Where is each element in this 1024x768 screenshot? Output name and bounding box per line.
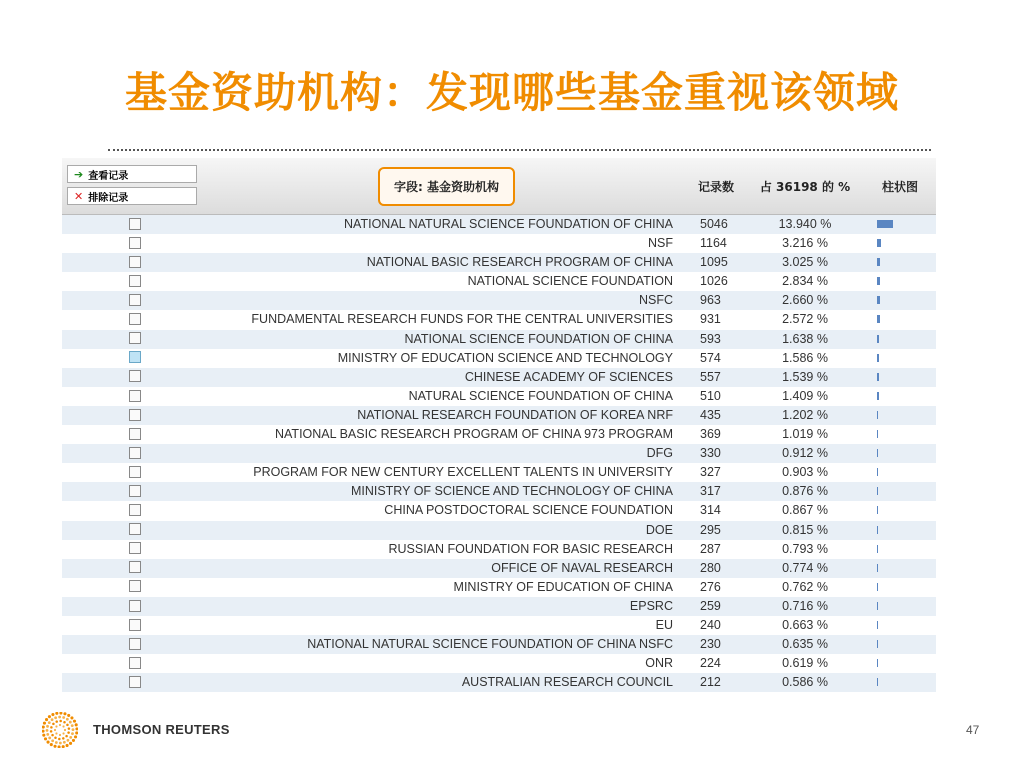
table-row [62,425,936,444]
row-checkbox-cell [62,540,207,559]
row-checkbox[interactable] [129,370,141,382]
bar-cell [864,521,936,540]
row-checkbox[interactable] [129,409,141,421]
record-percent: 0.876 % [782,484,828,499]
record-count: 557 [700,369,721,384]
row-checkbox-cell [62,501,207,520]
row-checkbox-cell [62,673,207,692]
share-bar [877,487,878,495]
row-checkbox-cell [62,310,207,329]
row-checkbox[interactable] [129,218,141,230]
funding-agency-name: PROGRAM FOR NEW CENTURY EXCELLENT TALENTS IN UNIVERSITY [253,465,673,480]
exclude-records-label: 排除记录 [88,192,129,204]
record-count: 1164 [700,236,727,251]
bar-cell [864,673,936,692]
row-checkbox-cell [62,635,207,654]
row-checkbox[interactable] [129,332,141,344]
table-row [62,559,936,578]
table-row [62,291,936,310]
record-percent: 0.867 % [782,503,828,518]
row-checkbox-cell [62,654,207,673]
record-count: 314 [700,503,721,518]
record-percent: 1.409 % [782,388,828,403]
funding-agency-name: DOE [645,522,673,537]
share-bar [877,526,878,534]
record-percent: 0.903 % [782,465,828,480]
bar-cell [864,330,936,349]
share-bar [877,449,878,457]
table-row [62,330,936,349]
bar-cell [864,349,936,368]
record-percent: 0.586 % [782,675,828,690]
record-percent: 0.619 % [782,656,828,671]
share-bar [877,335,879,343]
record-percent: 3.216 % [782,236,828,251]
funding-agency-name: MINISTRY OF EDUCATION OF CHINA [453,579,673,594]
table-row [62,368,936,387]
share-bar [877,392,879,400]
funding-agency-name: NATIONAL NATURAL SCIENCE FOUNDATION OF CHINA [344,217,673,231]
funding-agency-name: CHINA POSTDOCTORAL SCIENCE FOUNDATION [384,503,673,518]
record-percent: 0.774 % [782,560,828,575]
bar-cell [864,272,936,291]
row-checkbox-cell [62,482,207,501]
share-bar [877,277,880,285]
share-bar [877,545,878,553]
share-bar [877,678,878,686]
share-bar [877,373,879,381]
row-checkbox[interactable] [129,619,141,631]
record-percent: 3.025 % [782,255,828,270]
row-checkbox[interactable] [129,542,141,554]
bar-cell [864,501,936,520]
table-row [62,635,936,654]
table-row [62,349,936,368]
funding-agency-name: NATURAL SCIENCE FOUNDATION OF CHINA [408,388,673,403]
row-checkbox-cell [62,463,207,482]
bar-cell [864,635,936,654]
bar-cell [864,578,936,597]
record-percent: 0.663 % [782,617,828,632]
record-count: 212 [700,675,721,690]
record-count: 317 [700,484,721,499]
view-records-button[interactable] [67,165,197,183]
record-count: 1095 [700,255,728,270]
table-row [62,482,936,501]
row-checkbox[interactable] [129,237,141,249]
funding-agency-name: NSFC [638,293,673,308]
row-checkbox-cell [62,444,207,463]
share-bar [877,354,879,362]
share-bar [877,315,880,323]
record-percent: 0.635 % [782,637,828,652]
share-bar [877,583,878,591]
funding-agency-name: RUSSIAN FOUNDATION FOR BASIC RESEARCH [388,541,673,556]
funding-agency-name: NATIONAL SCIENCE FOUNDATION OF CHINA [404,331,673,346]
funding-agency-name: NSF [648,236,673,251]
share-bar [877,430,878,438]
row-checkbox[interactable] [129,447,141,459]
share-bar [877,258,880,266]
table-header [62,158,936,215]
bar-cell [864,654,936,673]
share-bar [877,220,893,228]
brand-name: THOMSON REUTERS [93,722,230,737]
percent-header[interactable]: 占 36198 的 % [759,179,851,194]
table-row [62,463,936,482]
table-row [62,616,936,635]
funding-agency-name: EU [655,617,673,632]
funding-agency-name: NATIONAL NATURAL SCIENCE FOUNDATION OF CHINA NSFC [307,637,673,652]
record-percent: 2.660 % [782,293,828,308]
share-bar [877,468,878,476]
row-checkbox[interactable] [129,390,141,402]
bar-cell [864,616,936,635]
share-bar [877,296,880,304]
row-checkbox[interactable] [129,485,141,497]
bar-cell [864,444,936,463]
share-bar [877,239,881,247]
table-row [62,215,936,234]
row-checkbox-cell [62,406,207,425]
record-percent: 1.539 % [782,369,828,384]
share-bar [877,602,878,610]
row-checkbox[interactable] [129,428,141,440]
record-count: 963 [700,293,721,308]
record-count: 259 [700,598,721,613]
field-header-cell [207,158,686,214]
bar-cell [864,406,936,425]
record-count: 574 [700,350,721,365]
record-percent: 1.638 % [782,331,828,346]
row-checkbox-cell [62,253,207,272]
record-count: 230 [700,637,721,652]
row-checkbox[interactable] [129,275,141,287]
funding-agency-name: NATIONAL BASIC RESEARCH PROGRAM OF CHINA 973 PROGRAM [275,427,673,442]
row-checkbox-cell [62,234,207,253]
row-checkbox[interactable] [129,657,141,669]
record-percent: 2.834 % [782,274,828,289]
table-row [62,540,936,559]
record-percent: 0.815 % [782,522,828,537]
record-count: 510 [700,388,721,403]
page-number: 47 [966,723,980,737]
dotted-divider [108,149,931,151]
row-checkbox[interactable] [129,351,141,363]
funding-agency-name: AUSTRALIAN RESEARCH COUNCIL [461,675,673,690]
bar-cell [864,463,936,482]
row-checkbox[interactable] [129,580,141,592]
row-checkbox[interactable] [129,523,141,535]
row-checkbox-cell [62,215,207,234]
bar-cell [864,482,936,501]
table-body [62,215,936,692]
table-row [62,597,936,616]
record-count: 593 [700,331,721,346]
row-checkbox-cell [62,559,207,578]
funding-agency-name: DFG [646,446,673,461]
table-row [62,272,936,291]
funding-agency-name: MINISTRY OF EDUCATION SCIENCE AND TECHNOLOGY [337,350,673,365]
bar-cell [864,310,936,329]
funding-agency-name: ONR [645,656,673,671]
row-checkbox-cell [62,578,207,597]
record-percent: 0.912 % [782,446,828,461]
record-count: 327 [700,465,721,480]
slide-title: 基金资助机构：发现哪些基金重视该领域 [124,68,899,117]
row-checkbox[interactable] [129,600,141,612]
bar-cell [864,291,936,310]
table-row [62,406,936,425]
table-row [62,578,936,597]
record-count: 287 [700,541,721,556]
row-checkbox-cell [62,387,207,406]
record-count: 1026 [700,274,728,289]
table-row [62,654,936,673]
row-checkbox-cell [62,521,207,540]
record-percent: 0.716 % [782,598,828,613]
field-header[interactable]: 字段: 基金资助机构 [378,167,515,206]
table-row [62,234,936,253]
row-checkbox[interactable] [129,256,141,268]
table-row [62,253,936,272]
bar-cell [864,368,936,387]
record-percent: 0.793 % [782,541,828,556]
view-records-label: 查看记录 [88,170,129,182]
funding-agency-name: EPSRC [629,598,673,613]
funding-agency-name: OFFICE OF NAVAL RESEARCH [491,560,673,575]
count-header[interactable]: 记录数 [697,179,734,194]
exclude-records-button[interactable] [67,187,197,205]
row-checkbox[interactable] [129,504,141,516]
record-percent: 1.202 % [782,407,828,422]
share-bar [877,411,878,419]
record-count: 435 [700,407,721,422]
close-icon: ✕ [74,189,84,203]
funding-agency-name: NATIONAL BASIC RESEARCH PROGRAM OF CHINA [366,255,673,270]
record-count: 369 [700,427,721,442]
record-count: 276 [700,579,721,594]
share-bar [877,640,878,648]
table-row [62,444,936,463]
record-count: 224 [700,656,721,671]
row-checkbox[interactable] [129,294,141,306]
record-count: 330 [700,446,721,461]
bar-cell [864,597,936,616]
thomson-reuters-logo-icon [42,712,78,748]
bar-cell [864,253,936,272]
share-bar [877,564,878,572]
bar-cell [864,540,936,559]
record-count: 931 [700,312,721,327]
funding-agency-name: NATIONAL SCIENCE FOUNDATION [467,274,673,289]
bar-cell [864,215,936,234]
table-row [62,673,936,692]
row-checkbox-cell [62,368,207,387]
funding-agency-name: CHINESE ACADEMY OF SCIENCES [464,369,673,384]
row-checkbox-cell [62,597,207,616]
funding-agency-name: MINISTRY OF SCIENCE AND TECHNOLOGY OF CHINA [350,484,673,499]
bar-cell [864,559,936,578]
row-checkbox[interactable] [129,466,141,478]
record-count: 240 [700,617,721,632]
record-count: 280 [700,560,721,575]
table-row [62,387,936,406]
row-checkbox-cell [62,330,207,349]
row-checkbox-cell [62,272,207,291]
row-checkbox-cell [62,349,207,368]
funding-agency-name: FUNDAMENTAL RESEARCH FUNDS FOR THE CENTRAL UNIVERSITIES [251,312,673,327]
record-percent: 1.586 % [782,350,828,365]
analysis-table [62,158,936,692]
row-checkbox[interactable] [129,313,141,325]
row-checkbox-cell [62,616,207,635]
share-bar [877,659,878,667]
table-row [62,521,936,540]
table-row [62,310,936,329]
share-bar [877,621,878,629]
bar-cell [864,425,936,444]
funding-agency-name: NATIONAL RESEARCH FOUNDATION OF KOREA NRF [357,407,673,422]
table-row [62,501,936,520]
bar-cell [864,234,936,253]
record-percent: 1.019 % [782,427,828,442]
bar-cell [864,387,936,406]
bar-header: 柱状图 [881,179,918,194]
row-checkbox-cell [62,291,207,310]
record-percent: 0.762 % [782,579,828,594]
record-count: 5046 [700,217,728,231]
share-bar [877,506,878,514]
arrow-right-icon: ➔ [74,167,84,181]
row-checkbox[interactable] [129,676,141,688]
row-checkbox[interactable] [129,638,141,650]
row-checkbox-cell [62,425,207,444]
record-count: 295 [700,522,721,537]
record-percent: 2.572 % [782,312,828,327]
row-checkbox[interactable] [129,561,141,573]
record-percent: 13.940 % [778,217,832,231]
